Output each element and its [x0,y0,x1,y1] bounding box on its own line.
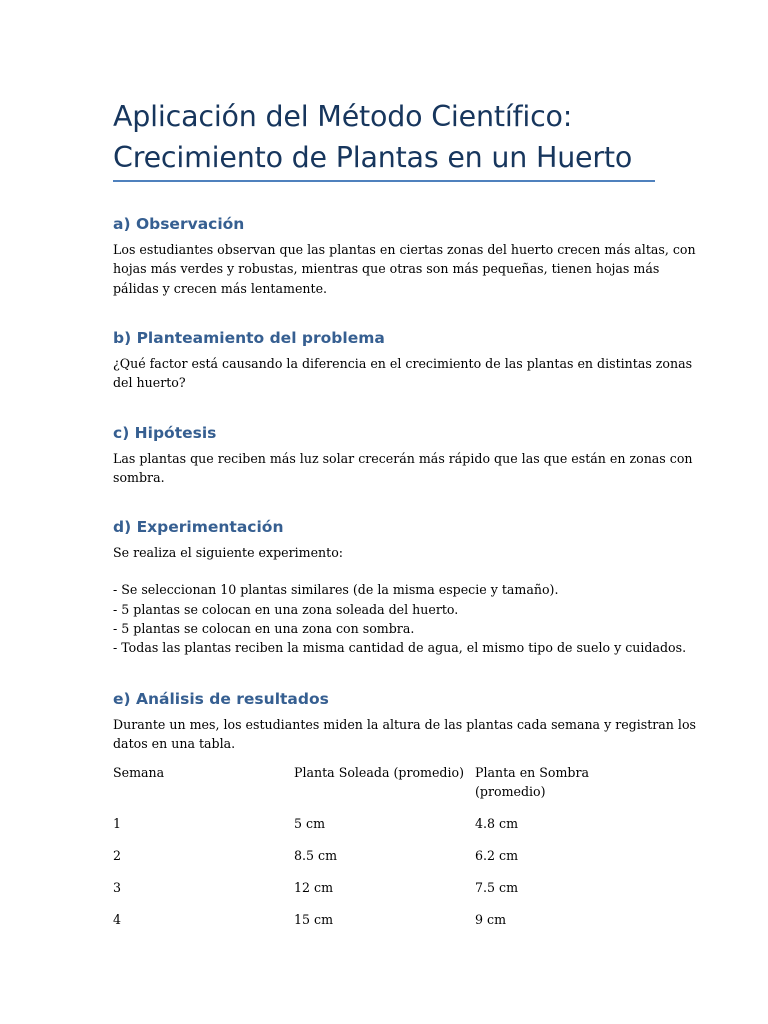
cell-sombra: 4.8 cm [475,815,519,831]
hipotesis-line-2: sombra. [113,470,165,486]
section-experimentacion [113,517,687,657]
header-planta-sombra-line-1: Planta en Sombra [475,765,590,780]
experiment-item-4: - Todas las plantas reciben la misma cantidad de agua, el mismo tipo de suelo y cuidados. [113,640,687,656]
cell-sombra: 9 cm [475,911,507,927]
experiment-item-1: - Se seleccionan 10 plantas similares (de la misma especie y tamaño). [113,582,559,598]
cell-sombra: 6.2 cm [475,847,519,863]
header-semana: Semana [113,765,165,780]
cell-sombra: 7.5 cm [475,879,519,895]
cell-soleada: 12 cm [294,879,334,895]
cell-soleada: 8.5 cm [294,847,338,863]
observacion-line-2: hojas más verdes y robustas, mientras que otras son más pequeñas, tienen hojas más [113,261,660,277]
problema-line-1: ¿Qué factor está causando la diferencia en el crecimiento de las plantas en distintas zonas [113,356,693,371]
section-hipotesis [113,423,693,488]
section-heading-observacion: a) Observación [113,215,245,233]
cell-semana: 1 [113,815,122,831]
table-header-row [113,762,665,814]
table-row [113,910,665,942]
header-planta-sombra-line-2: (promedio) [475,784,546,800]
section-analisis [113,689,696,754]
title-underline [113,180,655,182]
hipotesis-line-1: Las plantas que reciben más luz solar crecerán más rápido que las que están en zonas con [113,451,693,466]
analisis-line-1: Durante un mes, los estudiantes miden la altura de las plantas cada semana y registran los [113,717,696,732]
problema-line-2: del huerto? [113,375,186,391]
table-row [113,814,665,846]
title-line-1: Aplicación del Método Científico: [113,100,573,133]
table-row [113,846,665,878]
section-heading-analisis: e) Análisis de resultados [113,690,329,708]
section-heading-hipotesis: c) Hipótesis [113,424,217,442]
page-title [113,96,658,178]
experiment-item-3: - 5 plantas se colocan en una zona con sombra. [113,620,415,636]
experiment-item-2: - 5 plantas se colocan en una zona soleada del huerto. [113,601,459,617]
section-heading-experimentacion: d) Experimentación [113,518,284,536]
header-planta-sombra [475,762,665,814]
section-heading-problema: b) Planteamiento del problema [113,329,385,347]
cell-semana: 3 [113,879,122,895]
experimentacion-intro: Se realiza el siguiente experimento: [113,545,344,560]
title-line-2: Crecimiento de Plantas en un Huerto [113,141,633,174]
cell-semana: 4 [113,911,122,927]
section-problema [113,328,693,393]
header-planta-soleada: Planta Soleada (promedio) [294,765,465,780]
cell-soleada: 5 cm [294,815,326,831]
cell-semana: 2 [113,847,122,863]
analisis-line-2: datos en una tabla. [113,736,236,752]
table-row [113,878,665,910]
observacion-line-3: pálidas y crecen más lentamente. [113,280,328,296]
section-observacion [113,214,696,298]
cell-soleada: 15 cm [294,911,334,927]
results-table [113,762,665,942]
observacion-line-1: Los estudiantes observan que las plantas en ciertas zonas del huerto crecen más altas, con [113,242,696,257]
